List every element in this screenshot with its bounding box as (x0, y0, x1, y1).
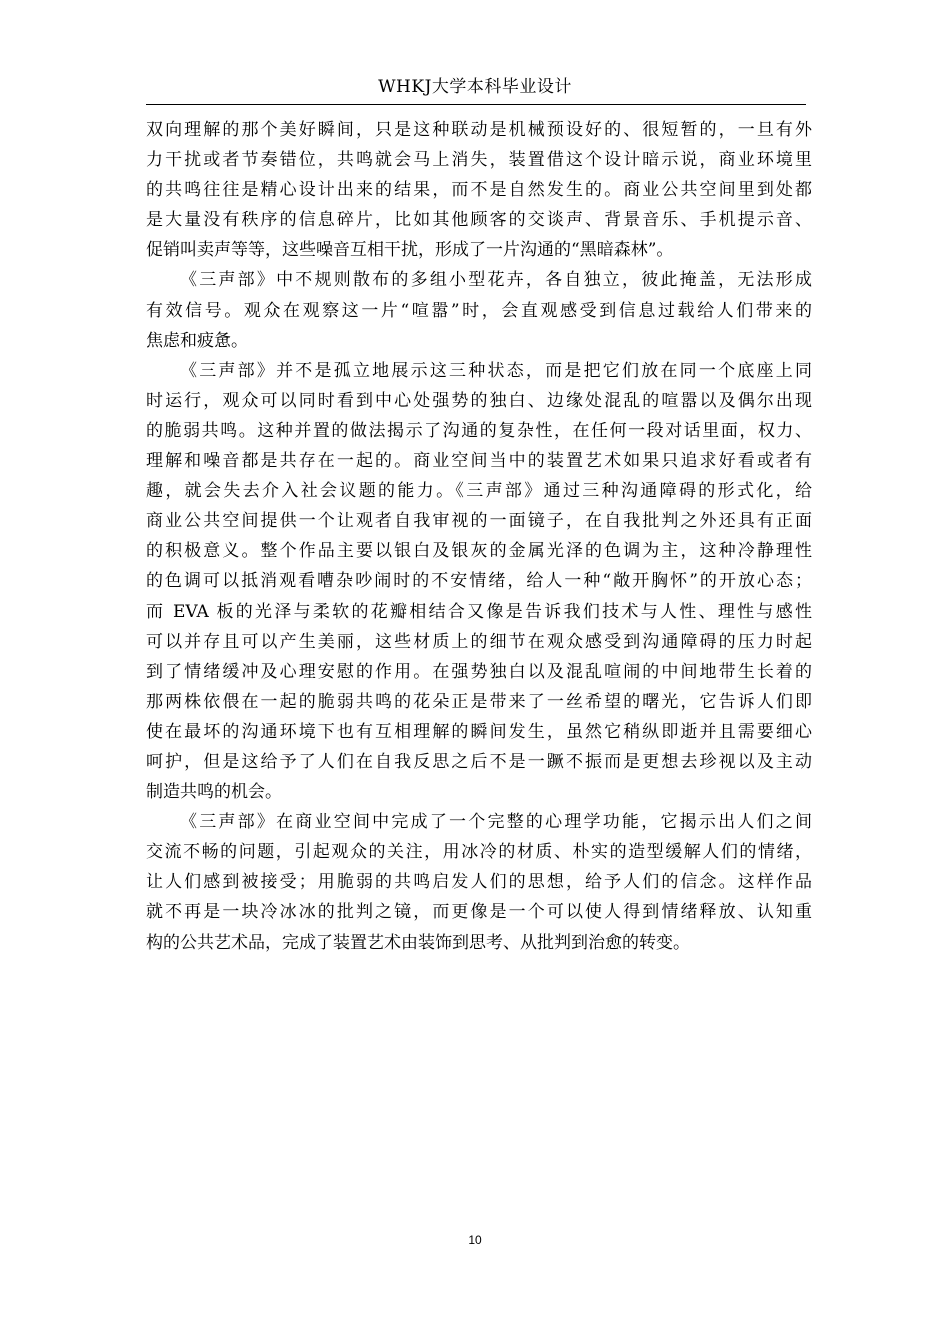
text-line: 交流不畅的问题，引起观众的关注，用冰冷的材质、朴实的造型缓解人们的情绪， (146, 842, 812, 863)
text-line: 的脆弱共鸣。这种并置的做法揭示了沟通的复杂性，在任何一段对话里面，权力、 (146, 420, 812, 441)
text-line: 时运行，观众可以同时看到中心处强势的独白、边缘处混乱的喧嚣以及偶尔出现 (146, 390, 812, 411)
text-line: 构的公共艺术品，完成了装置艺术由装饰到思考、从批判到治愈的转变。 (146, 932, 690, 953)
text-line: 那两株依偎在一起的脆弱共鸣的花朵正是带来了一丝希望的曙光，它告诉人们即 (146, 691, 812, 712)
text-line: 让人们感到被接受；用脆弱的共鸣启发人们的思想，给予人们的信念。这样作品 (146, 872, 812, 893)
text-line: 有效信号。观众在观察这一片“喧嚣”时，会直观感受到信息过载给人们带来的 (146, 300, 812, 321)
page-number (0, 1232, 950, 1248)
text-line: 呵护，但是这给予了人们在自我反思之后不是一蹶不振而是更想去珍视以及主动 (146, 751, 812, 772)
text-line: 趣，就会失去介入社会议题的能力。《三声部》通过三种沟通障碍的形式化，给 (146, 481, 812, 502)
text-line: 可以并存且可以产生美丽，这些材质上的细节在观众感受到沟通障碍的压力时起 (146, 631, 812, 652)
text-line: 商业公共空间提供一个让观者自我审视的一面镜子，在自我批判之外还具有正面 (146, 511, 812, 532)
text-line: 使在最坏的沟通环境下也有互相理解的瞬间发生，虽然它稍纵即逝并且需要细心 (146, 721, 812, 742)
text-line: 而 EVA 板的光泽与柔软的花瓣相结合又像是告诉我们技术与人性、理性与感性 (146, 601, 812, 622)
text-line: 双向理解的那个美好瞬间，只是这种联动是机械预设好的、很短暂的，一旦有外 (146, 120, 812, 140)
text-line: 到了情绪缓冲及心理安慰的作用。在强势独白以及混乱喧闹的中间地带生长着的 (146, 661, 812, 682)
text-line: 力干扰或者节奏错位，共鸣就会马上消失，装置借这个设计暗示说，商业环境里 (146, 150, 812, 171)
text-line: 《三声部》并不是孤立地展示这三种状态，而是把它们放在同一个底座上同 (180, 360, 812, 381)
text-line: 促销叫卖声等等，这些噪音互相干扰，形成了一片沟通的“黑暗森林”。 (146, 240, 674, 261)
paragraph-2 (146, 265, 812, 355)
text-line: 《三声部》在商业空间中完成了一个完整的心理学功能，它揭示出人们之间 (180, 812, 812, 833)
paragraph-1 (146, 115, 812, 265)
text-line: 理解和噪音都是共存在一起的。商业空间当中的装置艺术如果只追求好看或者有 (146, 451, 812, 472)
text-line: 的积极意义。整个作品主要以银白及银灰的金属光泽的色调为主，这种冷静理性 (146, 541, 812, 562)
paragraph-4 (146, 807, 812, 957)
text-line: 《三声部》中不规则散布的多组小型花卉，各自独立，彼此掩盖，无法形成 (180, 270, 812, 291)
text-line: 的色调可以抵消观看嘈杂吵闹时的不安情绪，给人一种“敞开胸怀”的开放心态； (146, 571, 812, 592)
text-line: 的共鸣往往是精心设计出来的结果，而不是自然发生的。商业公共空间里到处都 (146, 180, 812, 201)
text-line: 制造共鸣的机会。 (146, 782, 282, 803)
text-line: 就不再是一块冷冰冰的批判之镜，而更像是一个可以使人得到情绪释放、认知重 (146, 902, 812, 923)
header-title: WHKJ大学本科毕业设计 (378, 77, 572, 97)
text-line: 是大量没有秩序的信息碎片，比如其他顾客的交谈声、背景音乐、手机提示音、 (146, 210, 812, 231)
page-number-label: 10 (468, 1233, 482, 1247)
header-divider (146, 104, 806, 105)
page-header (0, 74, 950, 100)
paragraph-3 (146, 356, 812, 807)
page-body (146, 115, 812, 958)
text-line: 焦虑和疲惫。 (146, 330, 248, 351)
